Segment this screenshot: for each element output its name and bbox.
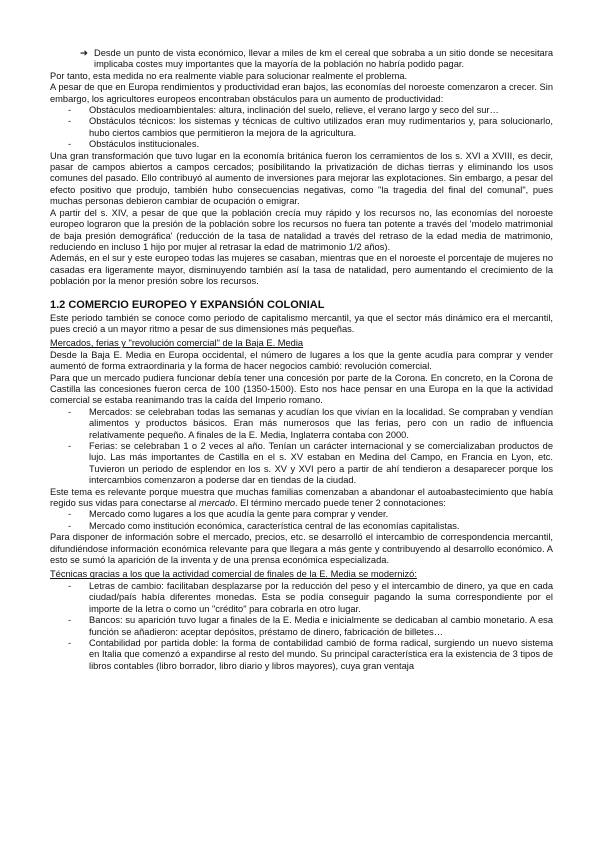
- dash-bullet: -: [68, 637, 72, 648]
- dash-bullet: -: [68, 116, 72, 127]
- market-text: Mercados: se celebraban todas las semanas y acudían los que vivían en la localidad. Se compraban y vendían alimentos y productos básicos. Eran más numerosos que las ferias, pero con un radio de influencia relativamente pequeño. A finales de la E. Media, Inglaterra contaba con 2000.: [89, 406, 553, 440]
- paragraph: Para disponer de información sobre el mercado, precios, etc. se desarrolló el intercambio de correspondencia mercantil, difundiéndose información económica relevante para que llegara a más gente y contribuyendo al desarrollo económico. A esto se sumó la aparición de la inventa y de una prensa económica especializada.: [50, 532, 553, 566]
- connotation-item: [50, 509, 553, 520]
- dash-bullet: -: [68, 441, 72, 451]
- paragraph: A pesar de que en Europa rendimientos y productividad eran bajos, las economías del noroeste comenzaron a crecer. Sin embargo, los agricultores europeos encontraban obstáculos para un aumento de productividad:: [50, 82, 553, 104]
- paragraph: Este periodo también se conoce como periodo de capitalismo mercantil, ya que el sector más dinámico era el mercantil, pues creció a un mayor ritmo a pesar de sus dimensiones más pequeñas.: [50, 312, 553, 334]
- dash-bullet: -: [68, 580, 72, 591]
- connotation-text: Mercado como institución económica, característica central de las economías capitalistas.: [89, 520, 460, 531]
- document-page: [50, 48, 553, 672]
- market-item: [50, 441, 553, 487]
- section-heading: 1.2 COMERCIO EUROPEO Y EXPANSIÓN COLONIAL: [50, 298, 325, 311]
- dash-bullet: -: [68, 520, 72, 531]
- connotation-item: [50, 521, 553, 532]
- obstacle-text: Obstáculos institucionales.: [89, 139, 200, 150]
- paragraph: Una gran transformación que tuvo lugar en la economía británica fueron los cerramientos de los s. XVI a XVIII, es decir, pasar de campos abiertos a campos cercados; posibilitando la privatización de dichas tierras y eliminando los usos comunes del pasado. Ello contribuyó al aumento de inversiones para mejorar las explotaciones. Sin embargo, a pesar del efecto positivo que produjo, también hubo consecuencias negativas, como "la tragedia del final del comunal", pues muchas personas debieron cambiar de ocupación o emigrar.: [50, 150, 553, 207]
- technique-text: Contabilidad por partida doble: la forma de contabilidad cambió de forma radical, surgiendo un nuevo sistema en Italia que comenzó a expandirse al resto del mundo. Su principal característica era la existencia de 3 tipos de libros contables (libro borrador, libro diario y libros mayores), cuya gran ventaja: [89, 637, 553, 671]
- dash-bullet: -: [68, 615, 72, 626]
- paragraph: [50, 487, 553, 510]
- dash-bullet: -: [68, 509, 72, 520]
- connotation-text: Mercado como lugares a los que acudía la gente para comprar y vender.: [89, 509, 389, 520]
- arrow-list-item: [50, 48, 553, 71]
- paragraph: A partir del s. XIV, a pesar de que que la población crecía muy rápido y los recursos no, las economías del noroeste europeo lograron que la presión de la población sobre los recursos no fuera tan potente a través del 'modelo matrimonial de baja presión demográfica' (reducción de la tasa de natalidad a través del retraso de la edad media de matrimonio, reduciendo en incluso 1 hijo por mujer al retrasar la edad de matrimonio 1/2 años).: [50, 207, 553, 252]
- subheading: Técnicas gracias a los que la actividad comercial de finales de la E. Media se modernizó:: [50, 569, 417, 580]
- dash-bullet: -: [68, 105, 72, 116]
- arrow-bullet-icon: ➔: [80, 48, 88, 58]
- paragraph-text: . El término mercado puede tener 2 connotaciones:: [235, 498, 446, 509]
- market-text: Ferias: se celebraban 1 o 2 veces al año. Tenían un carácter internacional y se comercializaban productos de lujo. Las más importantes de Castilla en el s. XV estaban en Medina del Campo, en Francia en Lyon, etc. Tuvieron un periodo de esplendor en los s. XV y XVI pero a partir de ahí tendieron a desaparecer porque los intercambios comenzaron a poderse dar en tiendas de la ciudad.: [89, 441, 553, 486]
- paragraph: Desde la Baja E. Media en Europa occidental, el número de lugares a los que la gente acudía para comprar y vender aumentó de forma extraordinaria y la forma de hacer negocios cambió: revolución comercial.: [50, 349, 553, 372]
- obstacle-text: Obstáculos técnicos: los sistemas y técnicas de cultivo utilizados eran muy rudimentarios y, para solucionarlo, hubo ciertos cambios que permitieron la mejora de la agricultura.: [89, 116, 553, 138]
- obstacle-item: [50, 116, 553, 139]
- technique-item: [50, 638, 553, 672]
- market-item: [50, 407, 553, 441]
- emphasis-text: mercado: [198, 498, 236, 509]
- paragraph: Además, en el sur y este europeo todas las mujeres se casaban, mientras que en el noroeste el porcentaje de mujeres no casadas era ligeramente mayor, disminuyendo también así la tasa de natalidad, pero aumentando el crecimiento de la población por la menor presión sobre los recursos.: [50, 253, 553, 287]
- obstacle-item: [50, 139, 553, 150]
- paragraph-text: Este tema es relevante porque muestra que muchas familias comenzaban a abandonar el autoabastecimiento que había regido sus vidas para conectarse al: [50, 486, 553, 509]
- dash-bullet: -: [68, 406, 72, 417]
- dash-bullet: -: [68, 139, 72, 150]
- paragraph: Para que un mercado pudiera funcionar debía tener una concesión por parte de la Corona. En concreto, en la Corona de Castilla las concesiones fueron cerca de 100 (1350-1500). Esto nos hace pensar en una Europa en la que la actividad comercial se estaba reanimando tras la caída del Imperio romano.: [50, 372, 553, 406]
- arrow-item-text: Desde un punto de vista económico, llevar a miles de km el cereal que sobraba a un sitio donde se necesitara implicaba costes muy importantes que la mayoría de la población no habría podido pagar.: [94, 48, 553, 70]
- obstacle-item: [50, 105, 553, 116]
- technique-text: Letras de cambio: facilitaban desplazarse por la reducción del peso y el intercambio de dinero, ya que en cada ciudad/país había diferentes monedas. Esta se podía conseguir pagando la suma correspondiente por el importe de la letra o como un "crédito" para cobrarla en otro lugar.: [89, 580, 553, 614]
- technique-text: Bancos: su aparición tuvo lugar a finales de la E. Media e inicialmente se dedicaban al cambio monetario. A esa función se añadieron: aceptar depósitos, préstamo de dinero, fabricación de billetes…: [89, 615, 553, 637]
- technique-item: [50, 581, 553, 615]
- paragraph: Por tanto, esta medida no era realmente viable para solucionar realmente el problema.: [50, 70, 408, 81]
- subheading: Mercados, ferias y "revolución comercial" de la Baja E. Media: [50, 338, 304, 349]
- technique-item: [50, 615, 553, 638]
- obstacle-text: Obstáculos medioambientales: altura, inclinación del suelo, relieve, el verano largo y seco del sur…: [89, 105, 499, 116]
